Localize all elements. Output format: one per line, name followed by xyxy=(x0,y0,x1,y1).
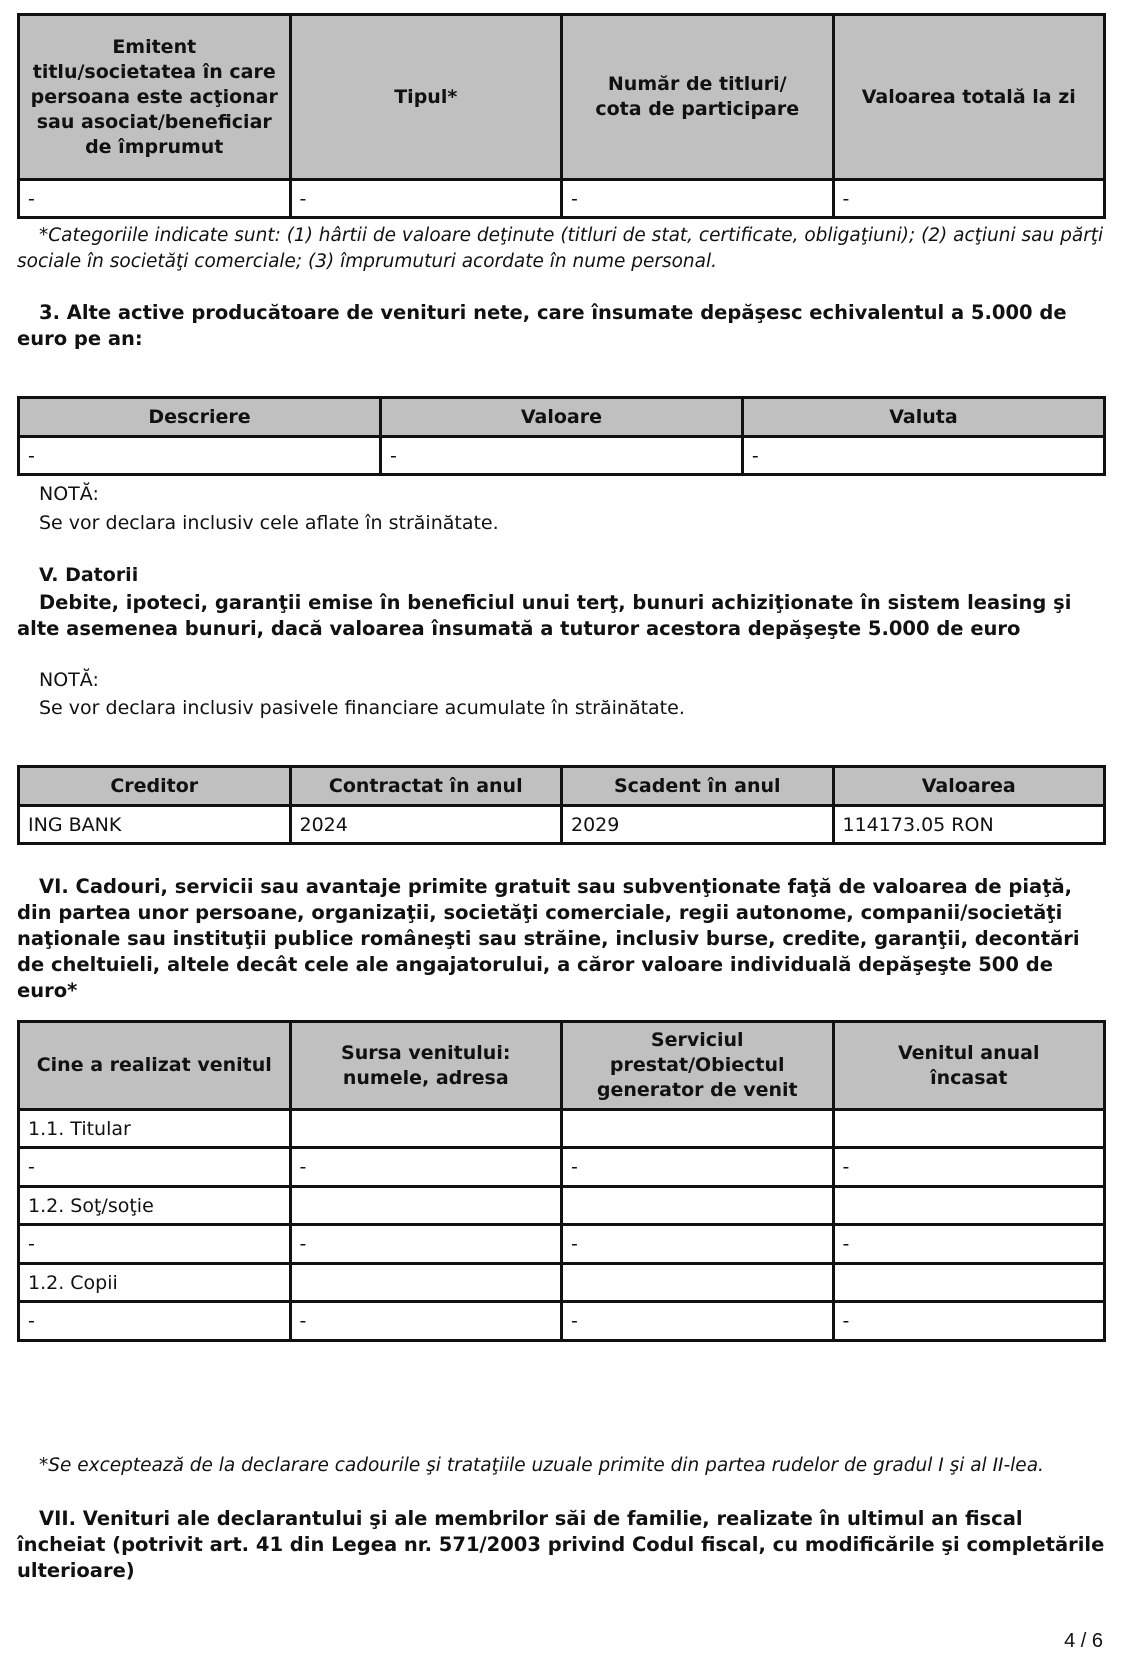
table-cell: - xyxy=(290,1148,562,1187)
table-row xyxy=(19,1225,1105,1264)
section-v-note-label: NOTĂ: xyxy=(39,669,99,691)
column-header-shares: Număr de titluri/ cota de participare xyxy=(562,15,834,180)
column-header-issuer: Emitent titlu/societatea în care persoana este acţionar sau asociat/beneficiar de împrumut xyxy=(19,15,291,180)
section-v-description: Debite, ipoteci, garanţii emise în beneficiul unui terţ, bunuri achiziţionate în sistem leasing şi alte asemenea bunuri, dacă valoarea însumată a tuturor acestora depăşeşte 5.000 de euro xyxy=(17,591,1072,640)
debts-table xyxy=(17,765,1106,845)
table-row xyxy=(19,1110,1105,1148)
section-v-note-text: Se vor declara inclusiv pasivele financiare acumulate în străinătate. xyxy=(39,697,685,719)
column-header-description: Descriere xyxy=(19,398,381,437)
column-header-type: Tipul* xyxy=(290,15,562,180)
table-cell: - xyxy=(562,1148,834,1187)
table-cell: 1.2. Soţ/soţie xyxy=(19,1187,291,1225)
other-assets-table xyxy=(17,396,1106,476)
column-header-total-value: Valoarea totală la zi xyxy=(833,15,1105,180)
section-v-title: V. Datorii xyxy=(39,564,139,586)
table-row xyxy=(19,437,1105,475)
section-3-note-label: NOTĂ: xyxy=(39,483,99,505)
table-cell xyxy=(833,1187,1105,1225)
column-header-service-object: Serviciul prestat/Obiectul generator de venit xyxy=(562,1022,834,1110)
table-cell xyxy=(290,1187,562,1225)
table-cell: - xyxy=(19,1225,291,1264)
securities-table xyxy=(17,13,1106,219)
table-cell: - xyxy=(290,1225,562,1264)
table-cell: - xyxy=(19,180,291,218)
table-cell: - xyxy=(562,180,834,218)
table-cell: - xyxy=(562,1225,834,1264)
table-cell: - xyxy=(833,1225,1105,1264)
table-row xyxy=(19,1264,1105,1302)
table-cell xyxy=(562,1187,834,1225)
table-cell xyxy=(290,1110,562,1148)
page-indicator: 4 / 6 xyxy=(1064,1630,1103,1652)
table-row xyxy=(19,1148,1105,1187)
table-cell xyxy=(833,1264,1105,1302)
table-row xyxy=(19,806,1105,844)
column-header-value: Valoare xyxy=(380,398,742,437)
table-row xyxy=(19,1187,1105,1225)
table-cell xyxy=(562,1110,834,1148)
column-header-who-earned: Cine a realizat venitul xyxy=(19,1022,291,1110)
table-cell: - xyxy=(742,437,1104,475)
table-cell xyxy=(562,1264,834,1302)
table-cell: - xyxy=(833,1302,1105,1341)
table-cell: 1.1. Titular xyxy=(19,1110,291,1148)
gifts-table xyxy=(17,1020,1106,1342)
column-header-income-source: Sursa venitului: numele, adresa xyxy=(290,1022,562,1110)
section-vii-heading: VII. Venituri ale declarantului şi ale membrilor săi de familie, realizate în ultimul an fiscal încheiat (potrivit art. 41 din Legea nr. 571/2003 privind Codul fiscal, cu modificările şi completările ulterioare) xyxy=(17,1507,1105,1582)
column-header-creditor: Creditor xyxy=(19,767,291,806)
table-cell: - xyxy=(380,437,742,475)
table-row xyxy=(19,180,1105,218)
section-3-heading: 3. Alte active producătoare de venituri nete, care însumate depăşesc echivalentul a 5.000 de euro pe an: xyxy=(17,301,1067,350)
creditor-cell: ING BANK xyxy=(19,806,291,844)
table-cell xyxy=(290,1264,562,1302)
table-cell: - xyxy=(19,1148,291,1187)
column-header-contracted-year: Contractat în anul xyxy=(290,767,562,806)
table-cell: - xyxy=(833,180,1105,218)
table-row xyxy=(19,1302,1105,1341)
securities-footnote: *Categoriile indicate sunt: (1) hârtii de valoare deţinute (titluri de stat, certificate, obligaţiuni); (2) acţiuni sau părţi sociale în societăţi comerciale; (3) împrumuturi acordate în nume personal. xyxy=(17,225,1104,272)
column-header-amount: Valoarea xyxy=(833,767,1105,806)
column-header-annual-income: Venitul anual încasat xyxy=(833,1022,1105,1110)
section-vi-heading: VI. Cadouri, servicii sau avantaje primite gratuit sau subvenţionate faţă de valoarea de piaţă, din partea unor persoane, organizaţii, societăţi comerciale, regii autonome, companii/societăţi naţionale sau instituţii publice româneşti sau străine, inclusiv burse, credite, garanţii, decontări de cheltuieli, altele decât cele ale angajatorului, a căror valoare individuală depăşeşte 500 de euro* xyxy=(17,875,1080,1002)
table-cell: - xyxy=(19,1302,291,1341)
section-vi-footnote: *Se exceptează de la declarare cadourile şi trataţiile uzuale primite din partea rudelor de gradul I şi al II-lea. xyxy=(39,1455,1044,1476)
column-header-due-year: Scadent în anul xyxy=(562,767,834,806)
contracted-year-cell: 2024 xyxy=(290,806,562,844)
table-cell xyxy=(833,1110,1105,1148)
table-cell: - xyxy=(290,1302,562,1341)
table-cell: - xyxy=(19,437,381,475)
column-header-currency: Valuta xyxy=(742,398,1104,437)
table-cell: - xyxy=(562,1302,834,1341)
table-cell: - xyxy=(833,1148,1105,1187)
amount-cell: 114173.05 RON xyxy=(833,806,1105,844)
table-cell: 1.2. Copii xyxy=(19,1264,291,1302)
due-year-cell: 2029 xyxy=(562,806,834,844)
table-cell: - xyxy=(290,180,562,218)
section-3-note-text: Se vor declara inclusiv cele aflate în străinătate. xyxy=(39,512,499,534)
